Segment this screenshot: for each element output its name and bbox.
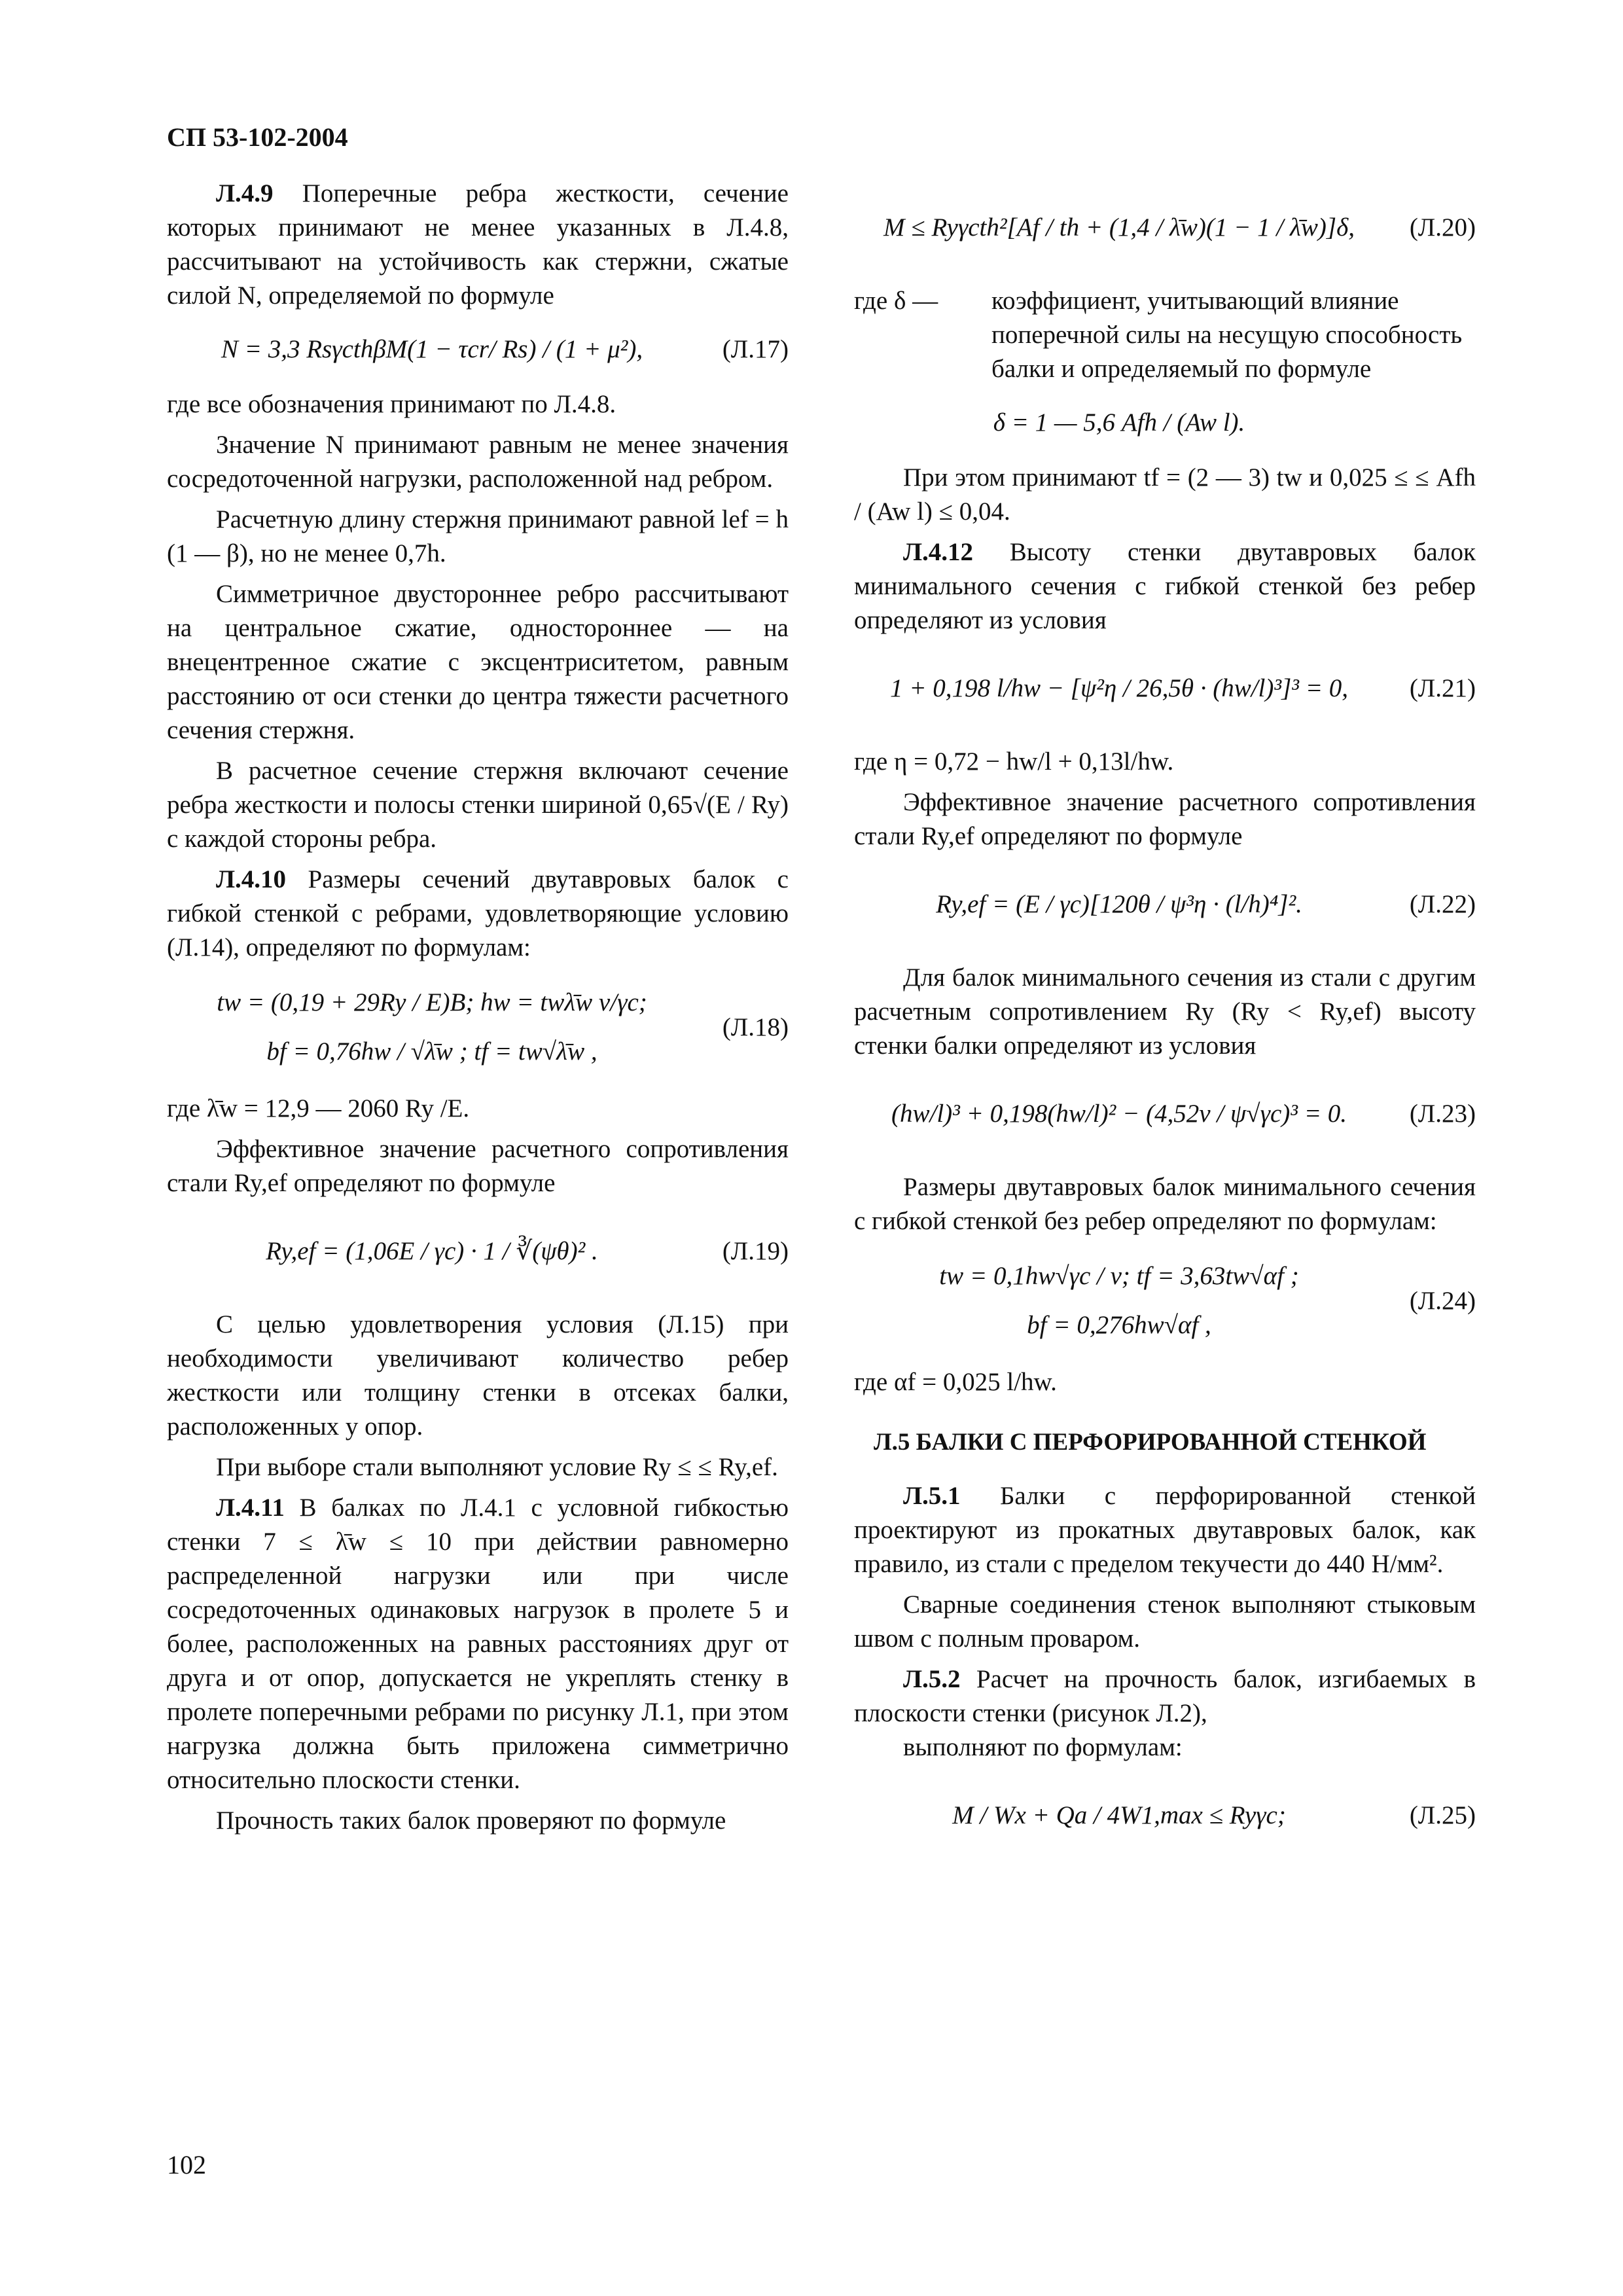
formula-expression: Ry,ef = (E / γc)[120θ / ψ³η · (l/h)⁴]². [936, 890, 1302, 918]
formula-number: (Л.17) [722, 335, 789, 363]
clause-l-4-10 [167, 863, 789, 965]
formula-l24 [854, 1253, 1476, 1351]
clause-number: Л.4.12 [903, 538, 974, 566]
paragraph: Расчетную длину стержня принимают равной lef = h (1 — β), но не менее 0,7h. [167, 505, 789, 567]
clause-text: Высоту стенки двутавровых балок минимального сечения с гибкой стенкой без ребер определяют из условия [854, 538, 1476, 634]
paragraph: где αf = 0,025 l/hw. [854, 1368, 1057, 1396]
clause-l-4-12 [854, 535, 1476, 637]
paragraph: Размеры двутавровых балок минимального сечения с гибкой стенкой без ребер определяют по формулам: [854, 1173, 1476, 1235]
paragraph: Прочность таких балок проверяют по формуле [216, 1806, 726, 1835]
running-header: СП 53-102-2004 [167, 122, 348, 152]
formula-number: (Л.18) [722, 1013, 789, 1041]
formula-number: (Л.25) [1409, 1801, 1476, 1829]
paragraph: где η = 0,72 − hw/l + 0,13l/hw. [854, 747, 1174, 776]
formula-expression: tw = 0,1hw√γc / ν; tf = 3,63tw√αf ; [939, 1262, 1299, 1290]
clause-text: Поперечные ребра жесткости, сечение которых принимают не менее указанных в Л.4.8, рассчитывают на устойчивость как стержни, сжатые силой N, определяемой по формуле [167, 179, 789, 310]
formula-l17 [167, 327, 789, 373]
formula-l19 [167, 1215, 789, 1293]
clause-text: Расчет на прочность балок, изгибаемых в плоскости стенки (рисунок Л.2), [854, 1665, 1476, 1727]
formula-expression: 1 + 0,198 l/hw − [ψ²η / 26,5θ · (hw/l)³]³ = 0, [889, 674, 1349, 702]
right-column [854, 177, 1476, 1872]
paragraph: Эффективное значение расчетного сопротивления стали Ry,ef определяют по формуле [167, 1135, 789, 1197]
left-column [167, 177, 789, 1844]
formula-l23 [854, 1077, 1476, 1156]
clause-number: Л.4.11 [216, 1494, 285, 1522]
formula-l21 [854, 652, 1476, 730]
formula-expression: M ≤ Ryγcth²[Af / th + (1,4 / λ̄w)(1 − 1 / λ̄w)]δ, [883, 213, 1355, 242]
clause-l-4-11 [167, 1491, 789, 1797]
section-heading: Л.5 БАЛКИ С ПЕРФОРИРОВАННОЙ СТЕНКОЙ [874, 1429, 1427, 1456]
paragraph: где λ̄w = 12,9 — 2060 Ry /E. [167, 1094, 470, 1122]
clause-text: Балки с перфорированной стенкой проектируют из прокатных двутавровых балок, как правило, из стали с пределом текучести до 440 Н/мм². [854, 1482, 1476, 1578]
formula-number: (Л.23) [1409, 1100, 1476, 1128]
formula-number: (Л.20) [1409, 213, 1476, 242]
formula-l18 [167, 979, 789, 1077]
formula-expression: δ = 1 — 5,6 Afh / (Aw l). [993, 408, 1245, 437]
paragraph: выполняют по формулам: [903, 1733, 1183, 1761]
clause-text: В балках по Л.4.1 с условной гибкостью стенки 7 ≤ λ̄w ≤ 10 при действии равномерно распределенной нагрузки или при числе сосредоточенных одинаковых нагрузок в пролете 5 и более, расположенных на равных расстояниях друг от друга и от опор, допускается не укреплять стенку в пролете поперечными ребрами по рисунку Л.1, при этом нагрузка должна быть приложена симметрично относительно плоскости стенки. [167, 1494, 789, 1794]
clause-l-5-1 [854, 1479, 1476, 1581]
formula-number: (Л.21) [1409, 674, 1476, 702]
paragraph: При этом принимают tf = (2 — 3) tw и 0,025 ≤ ≤ Afh / (Aw l) ≤ 0,04. [854, 463, 1476, 526]
clause-number: Л.5.1 [903, 1482, 961, 1510]
formula-l25 [854, 1779, 1476, 1857]
clause-l-4-9 [167, 177, 789, 313]
paragraph: При выборе стали выполняют условие Ry ≤ ≤ Ry,ef. [216, 1453, 778, 1481]
formula-number: (Л.24) [1409, 1287, 1476, 1315]
paragraph: Эффективное значение расчетного сопротивления стали Ry,ef определяют по формуле [854, 788, 1476, 850]
page-number: 102 [167, 2150, 206, 2179]
definition-delta [854, 284, 1476, 386]
paragraph: Сварные соединения стенок выполняют стыковым швом с полным проваром. [854, 1590, 1476, 1653]
formula-expression: M / Wx + Qa / 4W1,max ≤ Ryγc; [952, 1801, 1286, 1829]
formula-l22 [854, 868, 1476, 946]
paragraph: Симметричное двустороннее ребро рассчитывают на центральное сжатие, одностороннее — на внецентренное сжатие с эксцентриситетом, равным расстоянию от оси стенки до центра тяжести расчетного сечения стержня. [167, 580, 789, 744]
paragraph: С целью удовлетворения условия (Л.15) при необходимости увеличивают количество ребер жесткости или толщину стенки в отсеках балки, расположенных у опор. [167, 1310, 789, 1441]
definition-text: коэффициент, учитывающий влияние поперечной силы на несущую способность балки и определяемый по формуле [991, 287, 1463, 383]
definition-symbol: где δ — [854, 287, 938, 315]
paragraph: Значение N принимают равным не менее значения сосредоточенной нагрузки, расположенной над ребром. [167, 431, 789, 493]
clause-number: Л.5.2 [903, 1665, 961, 1693]
paragraph: где все обозначения принимают по Л.4.8. [167, 390, 616, 418]
formula-expression: Ry,ef = (1,06E / γc) · 1 / ∛(ψθ)² . [266, 1237, 598, 1265]
formula-delta [854, 401, 1476, 446]
formula-l20 [854, 191, 1476, 270]
clause-l-5-2 [854, 1662, 1476, 1731]
formula-expression: bf = 0,76hw / √λ̄w ; tf = tw√λ̄w , [266, 1037, 597, 1066]
paragraph: В расчетное сечение стержня включают сечение ребра жесткости и полосы стенки шириной 0,65√(E / Ry) с каждой стороны ребра. [167, 757, 789, 853]
formula-expression: N = 3,3 RsγcthβΜ(1 − τcr/ Rs) / (1 + μ²), [221, 335, 643, 363]
formula-expression: (hw/l)³ + 0,198(hw/l)² − (4,52ν / ψ√γc)³ = 0. [891, 1100, 1347, 1128]
clause-number: Л.4.10 [216, 865, 287, 893]
formula-expression: tw = (0,19 + 29Ry / E)B; hw = twλ̄w ν/γc; [217, 988, 647, 1016]
formula-number: (Л.19) [722, 1237, 789, 1265]
formula-expression: bf = 0,276hw√αf , [1027, 1311, 1211, 1339]
formula-number: (Л.22) [1409, 890, 1476, 918]
clause-text: Размеры сечений двутавровых балок с гибкой стенкой с ребрами, удовлетворяющие условию (Л.14), определяют по формулам: [167, 865, 789, 961]
clause-number: Л.4.9 [216, 179, 274, 207]
paragraph: Для балок минимального сечения из стали с другим расчетным сопротивлением Ry (Ry < Ry,ef) высоту стенки балки определяют из условия [854, 963, 1476, 1060]
